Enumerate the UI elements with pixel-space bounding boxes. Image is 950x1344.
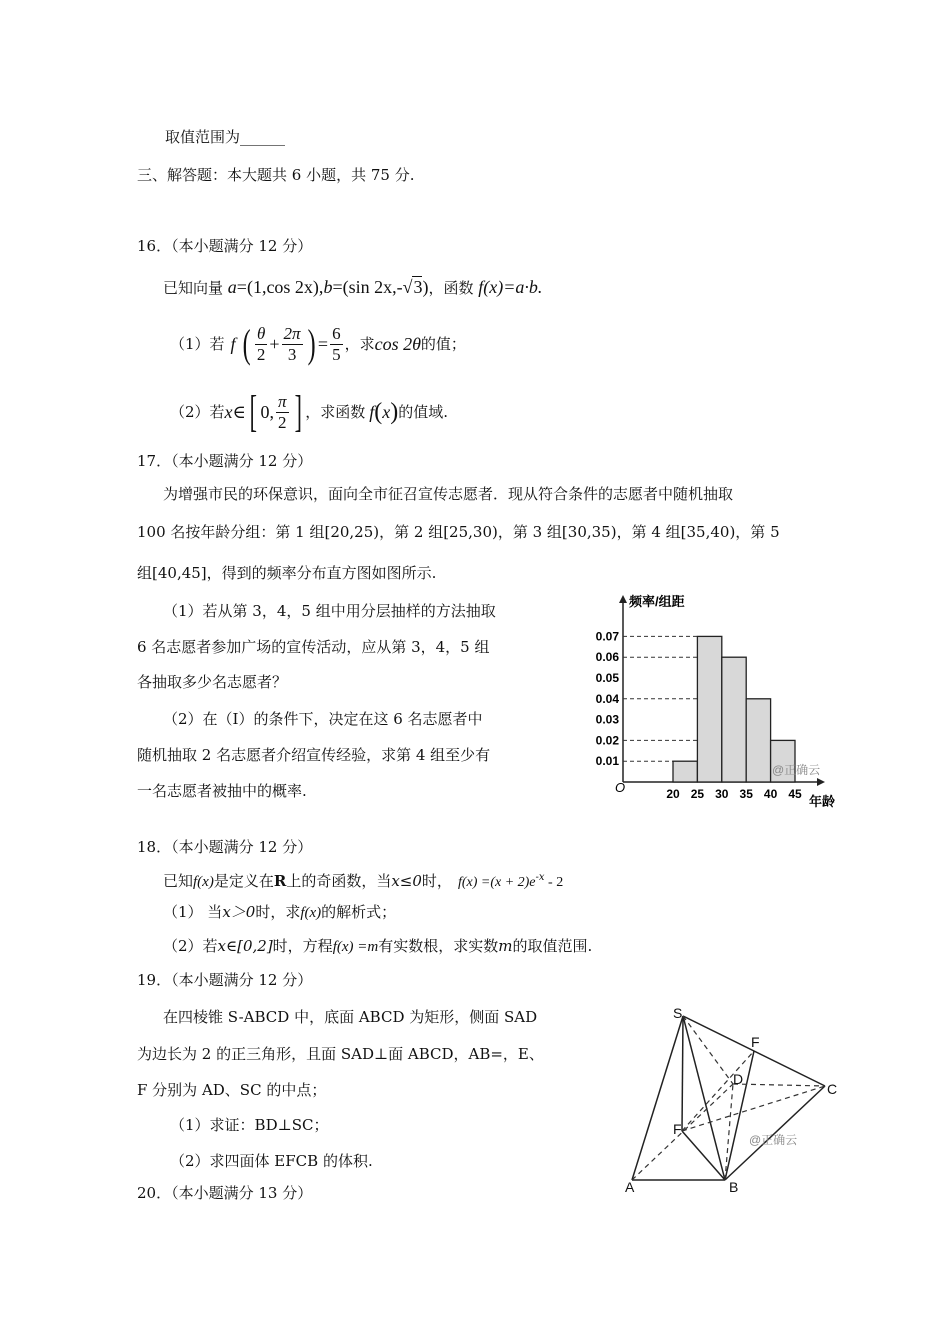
function-eq: =a·b. bbox=[503, 277, 543, 297]
frac-num: θ bbox=[255, 324, 268, 345]
vector-a-value: =(1,cos 2x), bbox=[236, 277, 324, 297]
q19-part1: （1）求证：BD⊥SC； bbox=[170, 1116, 329, 1134]
q18-text: 上的奇函数，当 bbox=[286, 872, 392, 890]
sqrt-symbol: √ bbox=[402, 277, 413, 297]
edge-SA bbox=[632, 1016, 683, 1180]
vector-a: a bbox=[227, 277, 237, 297]
func-text: ，函数 bbox=[428, 279, 474, 297]
vertex-label-D: D bbox=[733, 1071, 744, 1087]
q16-part1-tail: ，求 bbox=[344, 335, 375, 353]
q16-part2-f: f bbox=[369, 402, 375, 422]
q17-part2-b: 随机抽取 2 名志愿者介绍宣传经验，求第 4 组至少有 bbox=[137, 746, 491, 764]
left-paren: ( bbox=[242, 321, 251, 366]
q20-heading: 20．（本小题满分 13 分） bbox=[137, 1184, 313, 1202]
q17-line3: 组[40,45]，得到的频率分布直方图如图所示. bbox=[137, 564, 437, 582]
q16-part2-x: x bbox=[382, 402, 391, 422]
q18-p2-cond: x∈[0,2] bbox=[217, 937, 273, 955]
q18-text: 时， bbox=[421, 872, 452, 890]
paren-open: ( bbox=[374, 399, 383, 425]
histogram-y-ticks bbox=[596, 629, 620, 768]
q18-p1-cond: x＞0 bbox=[222, 903, 256, 921]
q17-part2-a: （2）在（Ⅰ）的条件下，决定在这 6 名志愿者中 bbox=[163, 710, 483, 728]
x-tick-label: 25 bbox=[690, 787, 705, 801]
q17-part1-c: 各抽取多少名志愿者？ bbox=[137, 673, 288, 691]
y-tick-label: 0.03 bbox=[595, 712, 619, 727]
q18-p1-label: （1） 当 bbox=[163, 903, 223, 921]
x-tick-label: 20 bbox=[666, 787, 680, 801]
bar-[20,25) bbox=[673, 761, 697, 782]
vector-b-value: =(sin 2x,- bbox=[332, 277, 403, 297]
q16-part2-tail: ，求函数 bbox=[305, 403, 366, 421]
q16-part2-end: 的值域. bbox=[398, 403, 449, 421]
bar-[35,40) bbox=[746, 699, 770, 782]
q17-line1: 为增强市民的环保意识，面向全市征召宣传志愿者．现从符合条件的志愿者中随机抽取 bbox=[163, 485, 734, 503]
q18-p2-mid: 时，方程 bbox=[272, 937, 333, 955]
fraction-6-5 bbox=[330, 324, 343, 365]
edge-SE bbox=[682, 1016, 683, 1131]
x-tick-label: 30 bbox=[715, 787, 729, 801]
left-bracket: [ bbox=[249, 387, 257, 436]
q18-formula-exp: -x bbox=[535, 872, 545, 883]
y-tick-label: 0.02 bbox=[595, 733, 619, 748]
vertex-label-F: F bbox=[751, 1034, 760, 1050]
histogram-bars bbox=[673, 636, 795, 782]
q18-p1-fx: f(x) bbox=[300, 905, 322, 921]
sqrt-3: 3 bbox=[413, 277, 423, 297]
frac-num: 2π bbox=[283, 323, 301, 343]
bar-[30,35) bbox=[722, 657, 746, 782]
y-tick-label: 0.01 bbox=[595, 754, 619, 769]
q18-fx: f(x) bbox=[193, 874, 214, 890]
q18-p1-end: 的解析式； bbox=[321, 903, 397, 921]
q18-p2-eq: f(x) =m bbox=[332, 939, 379, 955]
y-axis-arrow bbox=[619, 595, 627, 603]
q18-heading: 18．（本小题满分 12 分） bbox=[137, 838, 313, 856]
q18-condition: x≤0 bbox=[391, 872, 422, 890]
vertex-label-C: C bbox=[827, 1081, 838, 1097]
frac-den: 2 bbox=[256, 344, 266, 364]
q18-formula: f(x) =(x + 2)e bbox=[457, 875, 536, 890]
q16-part1-f: f bbox=[230, 334, 236, 354]
q16-part1-label: （1）若 bbox=[170, 335, 225, 353]
q19-part2: （2）求四面体 EFCB 的体积. bbox=[170, 1152, 373, 1170]
q18-line1 bbox=[163, 867, 563, 894]
frequency-histogram bbox=[585, 585, 855, 815]
fill-blank-line: 取值范围为______ bbox=[165, 128, 286, 146]
equals-sign: = bbox=[317, 334, 329, 354]
q18-p2-m: m bbox=[498, 937, 513, 955]
x-axis-label: 年龄 bbox=[809, 794, 836, 809]
watermark: @正确云 bbox=[772, 763, 821, 777]
q19-heading: 19．（本小题满分 12 分） bbox=[137, 971, 313, 989]
histogram-x-ticks bbox=[666, 787, 802, 801]
frac-num: 6 bbox=[332, 323, 341, 343]
q19-line2: 为边长为 2 的正三角形，且面 SAD⊥面 ABCD，AB=，E、 bbox=[137, 1045, 544, 1063]
q18-text: 是定义在 bbox=[213, 872, 274, 890]
function-fx: f(x) bbox=[478, 277, 504, 297]
q17-part1-a: （1）若从第 3，4，5 组中用分层抽样的方法抽取 bbox=[163, 602, 496, 620]
q17-heading: 17．（本小题满分 12 分） bbox=[137, 452, 313, 470]
frac-den: 5 bbox=[332, 344, 341, 364]
q18-p2-label: （2）若 bbox=[163, 937, 218, 955]
y-axis-label: 频率/组距 bbox=[629, 594, 685, 609]
q18-p2-end: 的取值范围. bbox=[512, 937, 593, 955]
y-tick-label: 0.06 bbox=[595, 650, 619, 665]
x-in: x∈ bbox=[224, 402, 246, 422]
vector-b-close: ) bbox=[422, 277, 429, 297]
q18-part2 bbox=[163, 935, 592, 958]
hidden-edge-EC bbox=[682, 1086, 825, 1131]
frac-den: 2 bbox=[278, 412, 287, 432]
q16-part1 bbox=[170, 318, 466, 370]
q16-intro bbox=[163, 276, 542, 299]
q17-part2-c: 一名志愿者被抽中的概率. bbox=[137, 782, 307, 800]
q18-part1 bbox=[163, 901, 396, 924]
vertex-label-B: B bbox=[729, 1179, 739, 1195]
x-tick-label: 35 bbox=[739, 787, 753, 801]
q18-formula-tail: - 2 bbox=[544, 875, 564, 890]
pyramid-diagram bbox=[615, 1000, 855, 1200]
q16-part1-end: 的值； bbox=[420, 335, 466, 353]
vertex-label-A: A bbox=[625, 1179, 635, 1195]
q18-p2-mid2: 有实数根，求实数 bbox=[378, 937, 499, 955]
vertex-label-S: S bbox=[673, 1005, 683, 1021]
right-bracket: ] bbox=[294, 387, 302, 436]
frac-num: π bbox=[278, 391, 287, 411]
paren-close: ) bbox=[390, 399, 399, 425]
q19-line3: F 分别为 AD、SC 的中点； bbox=[137, 1081, 327, 1099]
q16-part2-label: （2）若 bbox=[170, 403, 225, 421]
x-tick-label: 45 bbox=[788, 787, 802, 801]
q16-part2 bbox=[170, 386, 448, 438]
origin-label: O bbox=[615, 780, 626, 795]
fraction-theta-2 bbox=[255, 324, 268, 365]
vertex-label-E: F bbox=[673, 1121, 682, 1137]
y-tick-label: 0.04 bbox=[595, 691, 619, 706]
q18-text: 已知 bbox=[163, 872, 194, 890]
real-set-R: R bbox=[273, 872, 287, 890]
hidden-edge-SD bbox=[683, 1016, 733, 1084]
pyramid-watermark: @正确云 bbox=[749, 1133, 798, 1147]
x-axis-arrow bbox=[817, 778, 825, 786]
x-tick-label: 40 bbox=[763, 787, 778, 801]
q18-p1-mid: 时，求 bbox=[255, 903, 301, 921]
vector-b: b bbox=[323, 277, 333, 297]
q16-heading: 16．（本小题满分 12 分） bbox=[137, 237, 313, 255]
q17-line2: 100 名按年龄分组：第 1 组[20,25)，第 2 组[25,30)，第 3 组[30,35)，第 4 组[35,40)，第 5 bbox=[137, 523, 780, 541]
frac-den: 3 bbox=[287, 344, 297, 364]
interval-zero: 0, bbox=[260, 402, 275, 422]
y-tick-label: 0.05 bbox=[595, 671, 619, 685]
section-heading: 三、解答题：本大题共 6 小题，共 75 分. bbox=[137, 166, 415, 184]
bar-[25,30) bbox=[697, 636, 721, 782]
right-paren: ) bbox=[307, 321, 316, 366]
cos-2theta: cos 2θ bbox=[374, 334, 421, 354]
y-tick-label: 0.07 bbox=[595, 629, 619, 644]
fraction-2pi-3 bbox=[282, 324, 303, 365]
fraction-pi-2 bbox=[276, 392, 289, 433]
plus-sign: + bbox=[269, 334, 280, 354]
q19-line1: 在四棱锥 S-ABCD 中，底面 ABCD 为矩形，侧面 SAD bbox=[163, 1008, 538, 1026]
q16-intro-text: 已知向量 bbox=[163, 279, 224, 297]
q17-part1-b: 6 名志愿者参加广场的宣传活动，应从第 3，4，5 组 bbox=[137, 638, 490, 656]
